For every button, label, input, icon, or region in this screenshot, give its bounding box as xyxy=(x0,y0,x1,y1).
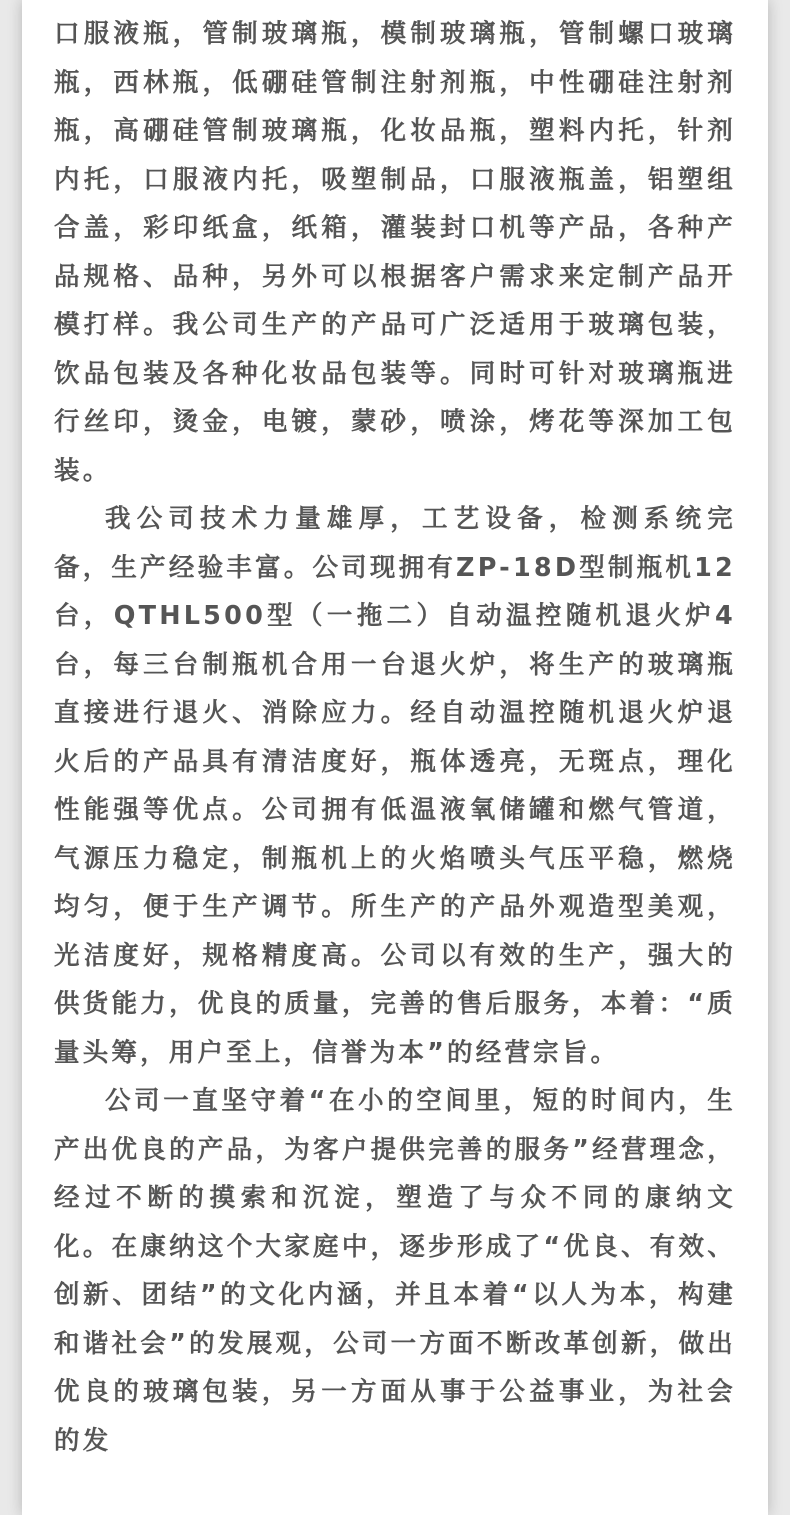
paragraph-technology: 我公司技术力量雄厚，工艺设备，检测系统完备，生产经验丰富。公司现拥有ZP-18D型制瓶机12台，QTHL500型（一拖二）自动温控随机退火炉4台，每三台制瓶机合用一台退火炉，将生产的玻璃瓶直接进行退火、消除应力。经自动温控随机退火炉退火后的产品具有清洁度好，瓶体透亮，无斑点，理化性能强等优点。公司拥有低温液氧储罐和燃气管道，气源压力稳定，制瓶机上的火焰喷头气压平稳，燃烧均匀，便于生产调节。所生产的产品外观造型美观，光洁度好，规格精度高。公司以有效的生产，强大的供货能力，优良的质量，完善的售后服务，本着：“质量头筹，用户至上，信誉为本”的经营宗旨。 xyxy=(54,504,736,1068)
document-card xyxy=(22,0,768,1515)
article-body xyxy=(54,10,736,1465)
paragraph-products: 口服液瓶，管制玻璃瓶，模制玻璃瓶，管制螺口玻璃瓶，西林瓶，低硼硅管制注射剂瓶，中性硼硅注射剂瓶，高硼硅管制玻璃瓶，化妆品瓶，塑料内托，针剂内托，口服液内托，吸塑制品，口服液瓶盖，铝塑组合盖，彩印纸盒，纸箱，灌装封口机等产品，各种产品规格、品种，另外可以根据客户需求来定制产品开模打样。我公司生产的产品可广泛适用于玻璃包装，饮品包装及各种化妆品包装等。同时可针对玻璃瓶进行丝印，烫金，电镀，蒙砂，喷涂，烤花等深加工包装。 xyxy=(54,19,736,486)
paragraph-culture: 公司一直坚守着“在小的空间里，短的时间内，生产出优良的产品，为客户提供完善的服务”经营理念，经过不断的摸索和沉淀，塑造了与众不同的康纳文化。在康纳这个大家庭中，逐步形成了“优良、有效、创新、团结”的文化内涵，并且本着“以人为本，构建和谐社会”的发展观，公司一方面不断改革创新，做出优良的玻璃包装，另一方面从事于公益事业，为社会的发 xyxy=(54,1086,736,1456)
